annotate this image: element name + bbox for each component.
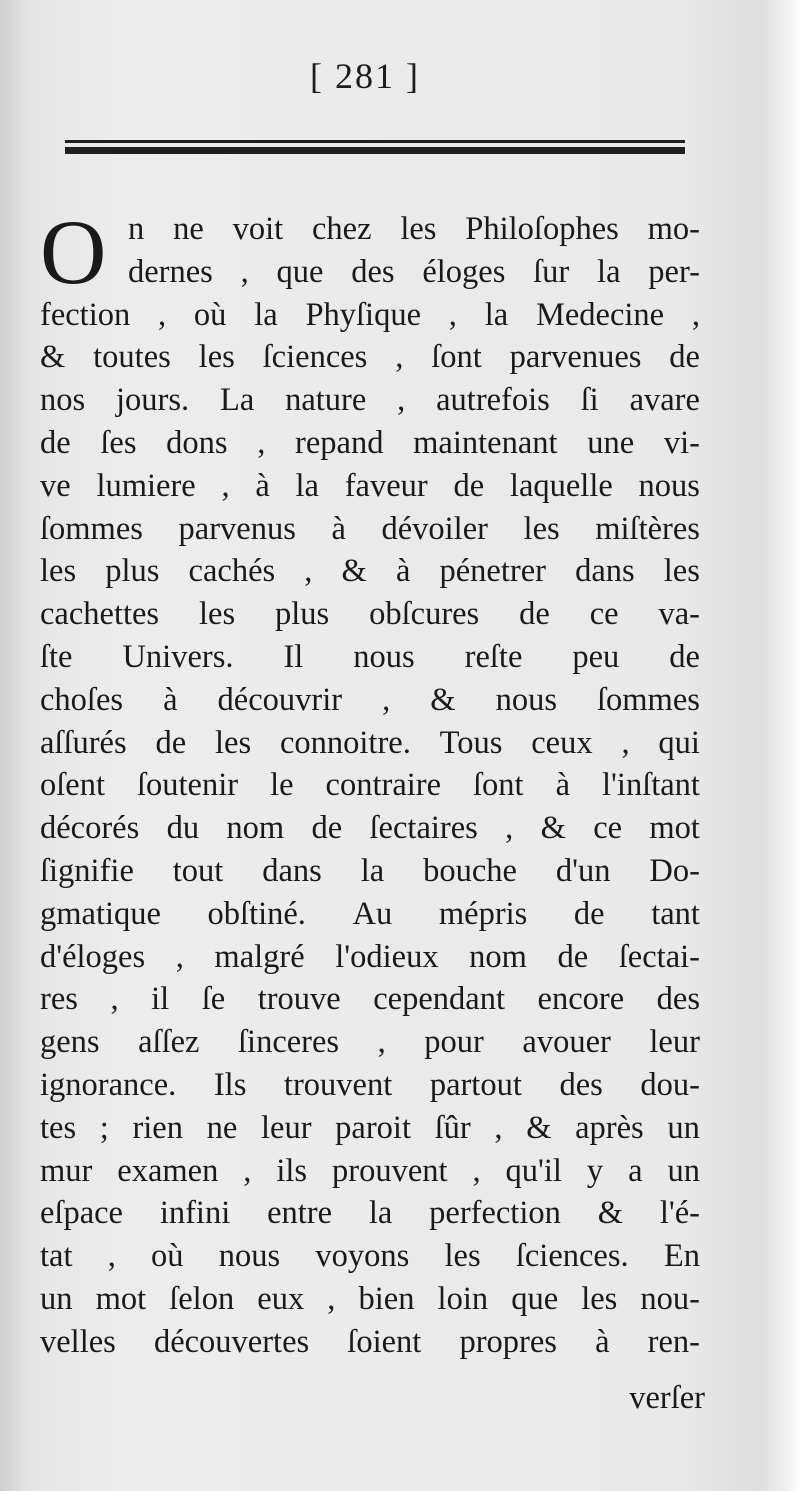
word: plus [275,596,330,633]
word: tes [40,1109,77,1146]
word: que [511,1280,559,1317]
word: les [523,510,560,547]
word: de [519,596,550,633]
word: du [166,810,200,847]
word: lumiere [96,467,196,504]
word: mépris [438,895,528,932]
word: ſes [100,424,137,461]
word: , [505,810,514,847]
text-line [40,294,700,337]
word: miſtères [595,510,700,547]
word: Do- [649,852,700,889]
word: , [243,1152,252,1189]
word: éloges [422,253,506,290]
word: l'odieux [335,938,439,975]
word: , [377,1024,386,1061]
word: entre [267,1195,333,1232]
word: , [448,296,457,333]
text-line [40,807,700,850]
word: les [444,1238,481,1275]
word: ſi [580,382,599,419]
word: Phyſique [305,296,422,333]
word: vi- [663,424,700,461]
word: Au [352,895,393,932]
word: chez [311,211,372,247]
text-line [40,850,700,893]
word: voit [232,211,284,247]
word: ſectaires [369,810,478,847]
word: nom [226,810,285,847]
word: mot [649,810,700,847]
word: à [595,1323,610,1360]
word: dernes [128,253,213,290]
word: partout [429,1066,522,1103]
word: connoitre. [279,724,411,761]
word: que [276,253,324,290]
word: l'é- [659,1195,700,1232]
text-line [40,251,700,294]
text-line [40,722,700,765]
word: faveur [344,467,428,504]
word: Ils [213,1066,247,1103]
text-line [40,1321,700,1364]
text-line [40,422,700,465]
word: autrefois [436,382,550,419]
header-rule-thin [65,140,685,143]
word: de [669,339,700,376]
word: laquelle [509,467,613,504]
word: cachés [188,553,276,590]
word: , [257,424,266,461]
text-line [40,1192,700,1235]
word: tant [651,895,700,932]
word: de [573,895,605,932]
word: ignorance. [40,1066,177,1103]
text-line [40,936,700,979]
word: ſe [201,981,226,1018]
word: ſont [473,767,524,804]
word: , [494,1109,503,1146]
text-line [40,379,700,422]
word: les [198,339,235,376]
word: mur [40,1152,93,1189]
word: Il [283,638,304,675]
word: la [597,253,621,290]
word: plus [105,553,160,590]
text-line [40,1235,700,1278]
text-line [40,550,700,593]
text-line [40,465,700,508]
word: la [254,296,278,333]
text-line [40,764,700,807]
word: ſommes [40,510,143,547]
word: nous [638,467,700,504]
word: , [175,938,184,975]
body-text [40,201,700,1364]
word: ren- [647,1323,700,1360]
word: , [110,981,119,1018]
word: , [158,296,167,333]
word: ceux [531,724,593,761]
word: qu'il [505,1152,562,1189]
word: , [304,553,313,590]
word: la [295,467,319,504]
word: les [199,596,236,633]
word: il [151,981,170,1018]
word: & [341,553,367,590]
word: obſtiné. [207,895,306,932]
word: où [193,296,227,333]
word: ſectai- [618,938,700,975]
word: jours. [116,382,190,419]
word: rien [132,1109,183,1146]
text-line [40,336,700,379]
word: ſte [40,638,73,675]
text-line [40,508,700,551]
word: , [382,681,391,718]
word: prouvent [332,1152,448,1189]
word: à [555,767,571,804]
word: dou- [640,1066,700,1103]
word: ; [99,1109,109,1146]
word: une [587,424,635,461]
word: ſoient [347,1323,422,1360]
word: à [331,510,346,547]
word: ve [40,467,71,504]
word: trouve [257,981,341,1018]
word: le [270,767,294,804]
word: découvrir [217,681,343,718]
word: , [240,253,249,290]
word: trouvent [283,1066,393,1103]
word: ils [276,1152,308,1189]
word: un [667,1152,700,1189]
word: En [663,1238,700,1275]
word: per- [648,253,700,290]
word: eux [257,1280,305,1317]
text-line [40,1021,700,1064]
word: contraire [325,767,442,804]
word: repand [295,424,384,461]
word: nous [218,1238,281,1275]
word: peu [572,638,620,675]
word: malgré [214,938,305,975]
word: , [621,724,630,761]
word: ce [589,596,619,633]
word: tat [40,1238,73,1275]
word: velles [40,1323,116,1360]
word: , [397,382,406,419]
word: fection [40,296,131,333]
text-line [40,1150,700,1193]
word: propres [459,1323,557,1360]
word: décorés [40,810,140,847]
word: toutes [93,339,171,376]
word: infini [159,1195,231,1232]
word: parvenus [178,510,296,547]
text-line [40,978,700,1021]
word: & [597,1195,623,1232]
text-line [40,679,700,722]
word: avouer [522,1024,611,1061]
word: les [40,553,77,590]
word: & [430,681,456,718]
word: y [586,1152,604,1189]
word: aſſez [138,1024,200,1061]
word: la [484,296,509,333]
word: la [368,1195,393,1232]
word: nature [285,382,367,419]
word: découvertes [153,1323,310,1360]
word: a [628,1152,643,1189]
word: l'inſtant [602,767,700,804]
word: ſur [533,253,570,290]
word: ſoutenir [136,767,239,804]
word: d'éloges [40,938,146,975]
word: des [656,981,700,1018]
word: ſinceres [238,1024,340,1061]
word: maintenant [413,424,558,461]
text-line [40,1064,700,1107]
word: , [395,339,404,376]
word: de [40,424,71,461]
word: Univers. [122,638,234,675]
word: de [155,724,187,761]
word: Medecine [535,296,665,333]
word: bouche [423,852,517,889]
page-number: [ 281 ] [310,56,420,96]
word: pénetrer [439,553,546,590]
word: & [526,1109,552,1146]
word: , [221,467,230,504]
word: & [40,339,66,376]
word: ſciences [262,339,368,376]
word: , [107,1238,116,1275]
word: bien [358,1280,415,1317]
header-rule-thick [65,147,685,154]
word: perfection [429,1195,561,1232]
word: aſſurés [40,724,127,761]
word: de [669,638,700,675]
word: Philoſophes [465,211,619,247]
word: res [40,981,78,1018]
word: obſcures [369,596,480,633]
word: choſes [40,681,124,718]
text-line [40,893,700,936]
word: ce [593,810,623,847]
word: ſont [431,339,482,376]
word: d'un [555,852,611,889]
word: ſûr [434,1109,471,1146]
word: après [575,1109,644,1146]
word: voyons [315,1238,410,1275]
word: des [351,253,395,290]
word: ſignifie [40,852,134,889]
word: nom [469,938,527,975]
word: un [667,1109,700,1146]
word: eſpace [40,1195,123,1232]
word: à [163,681,178,718]
word: cachettes [40,596,160,633]
word: ſommes [597,681,700,718]
word: avare [629,382,700,419]
word: loin [437,1280,489,1317]
word: dans [262,852,322,889]
catchword: verſer [629,1380,705,1416]
word: , [472,1152,481,1189]
drop-cap: O [40,201,107,303]
word: ſelon [169,1280,235,1317]
text-line [40,1107,700,1150]
word: où [151,1238,184,1275]
word: qui [658,724,700,761]
word: mo- [647,211,700,247]
word: nous [495,681,557,718]
word: gmatique [40,895,161,932]
word: La [219,382,255,419]
word: de [453,467,485,504]
word: ne [206,1109,238,1146]
word: nou- [640,1280,700,1317]
word: examen [117,1152,219,1189]
word: les [581,1280,618,1317]
word: & [540,810,566,847]
word: , [327,1280,336,1317]
word: les [215,724,252,761]
word: leur [649,1024,700,1061]
word: nous [353,638,415,675]
word: n [128,211,145,247]
word: gens [40,1024,100,1061]
word: ne [173,211,204,247]
word: va- [658,596,700,633]
word: encore [537,981,625,1018]
word: les [400,211,437,247]
word: , [691,296,700,333]
text-line [40,636,700,679]
word: dons [166,424,228,461]
word: tout [172,852,224,889]
text-line [40,1278,700,1321]
word: dans [575,553,635,590]
word: parvenues [509,339,642,376]
word: cependant [373,981,505,1018]
word: dévoiler [381,510,488,547]
word: mot [95,1280,147,1317]
word: des [559,1066,603,1103]
word: de [557,938,589,975]
word: les [663,553,700,590]
word: un [40,1280,73,1317]
word: à [255,467,270,504]
word: pour [424,1024,484,1061]
word: à [395,553,411,590]
word: ſciences. [515,1238,629,1275]
word: oſent [40,767,105,804]
text-line [40,593,700,636]
word: reſte [464,638,523,675]
word: leur [260,1109,312,1146]
word: de [311,810,343,847]
word: la [360,852,385,889]
word: Tous [439,724,503,761]
text-line [40,208,700,251]
word: nos [40,382,86,419]
word: paroit [335,1109,411,1146]
